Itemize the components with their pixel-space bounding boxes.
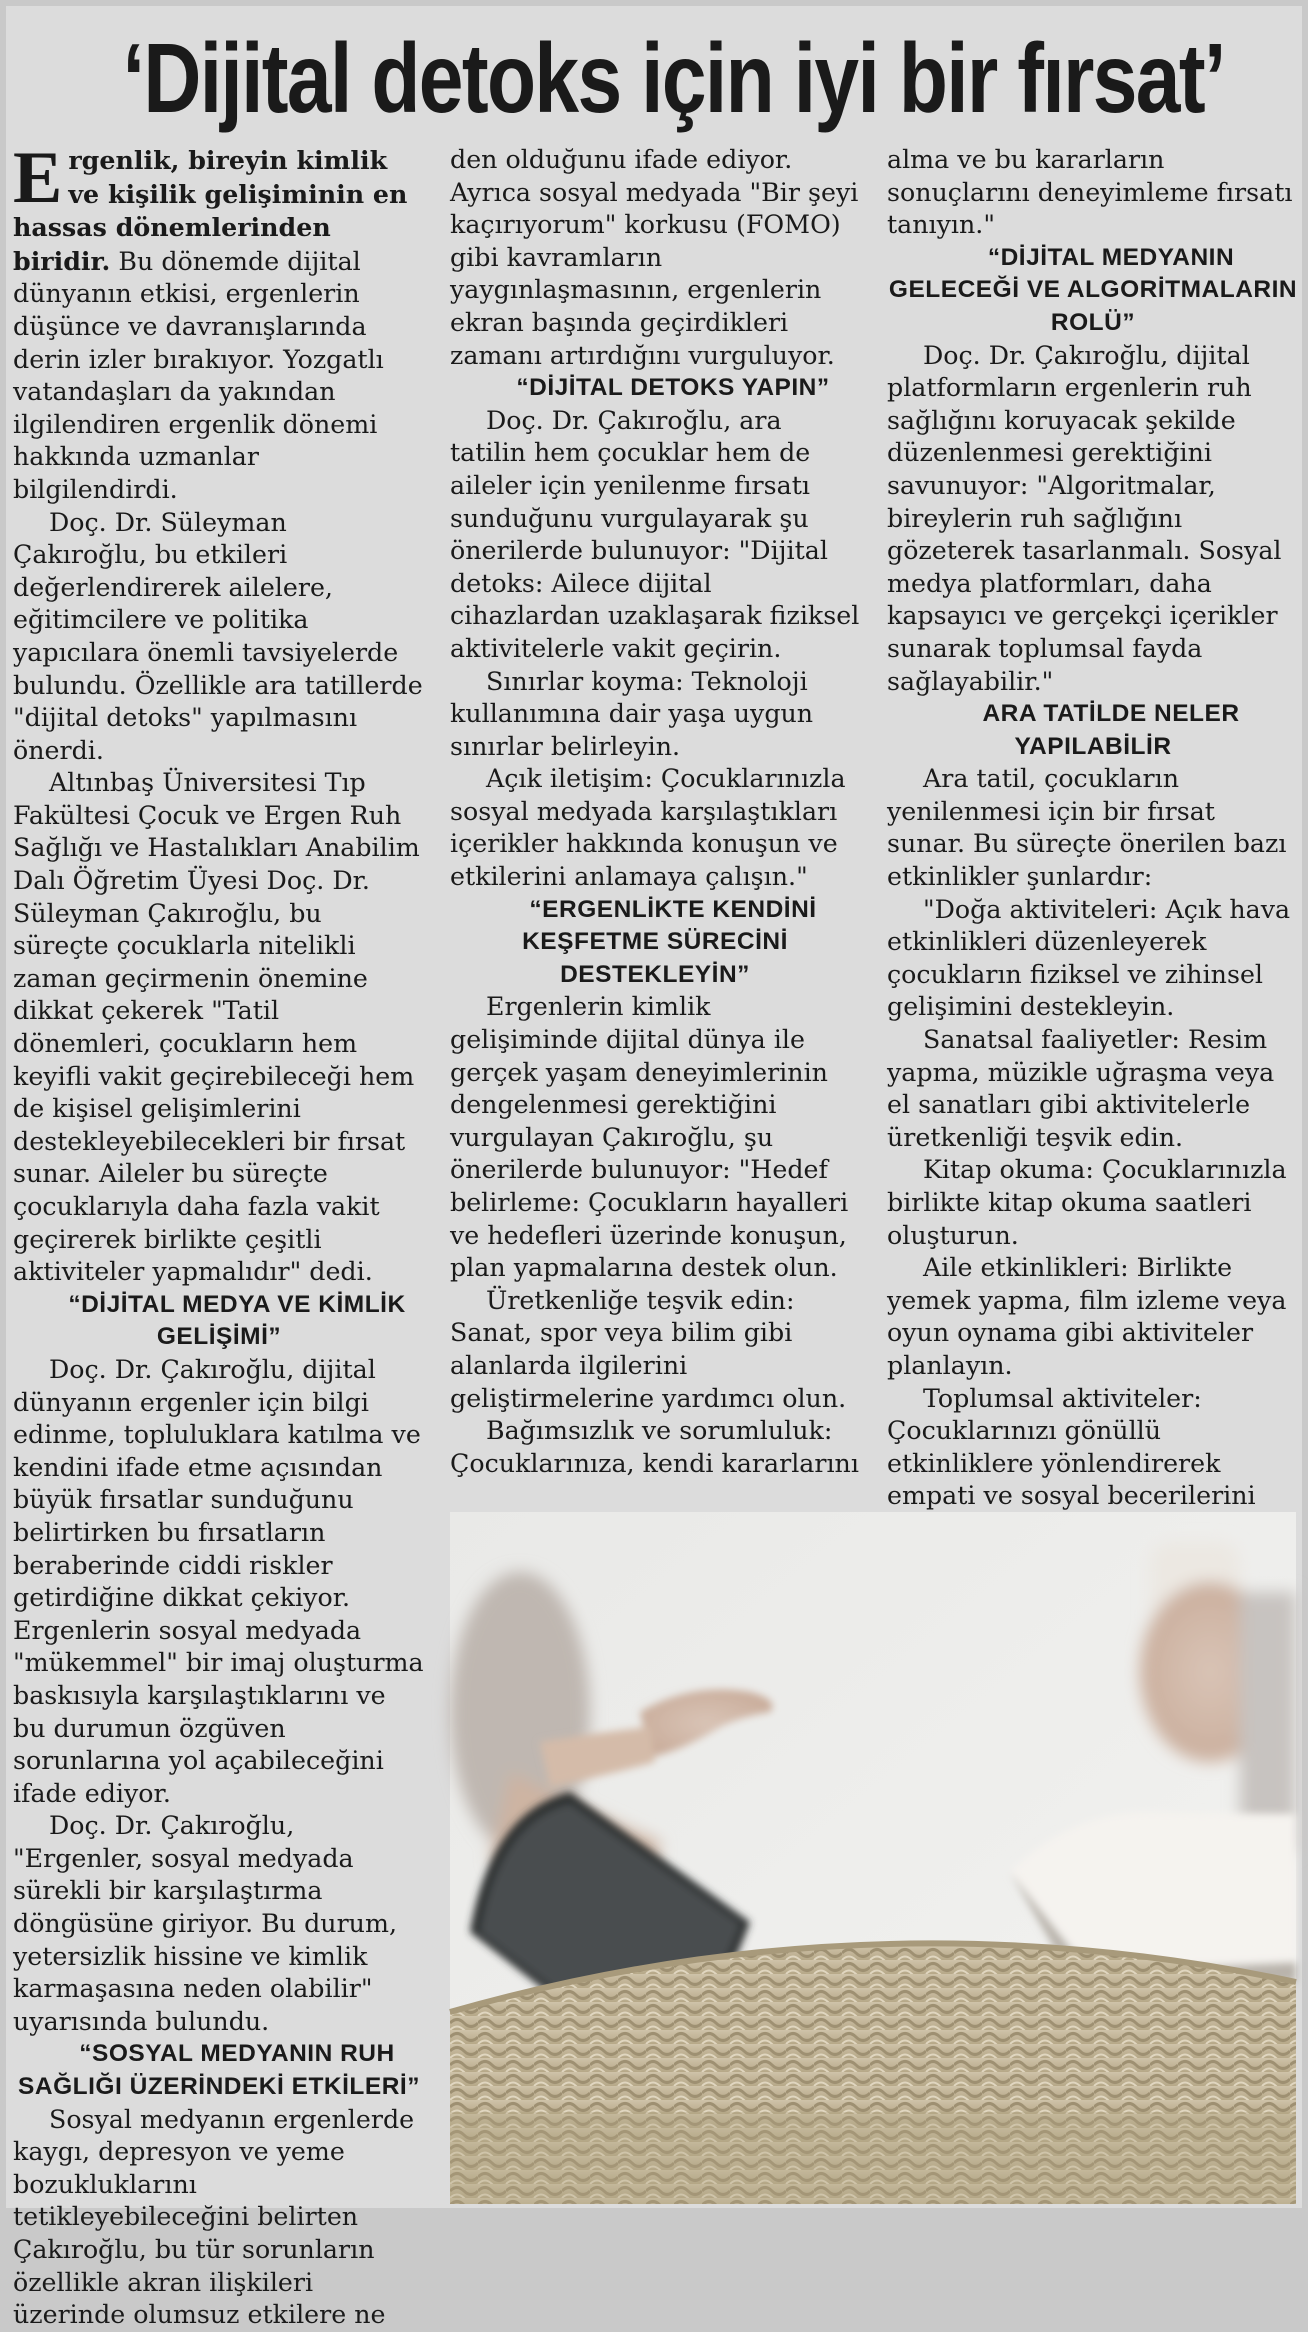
body-paragraph: Açık iletişim: Çocuklarınızla sosyal medyada karşılaştıkları içerikler hakkında konuşun ve etkilerini anlamaya çalışın." — [450, 764, 846, 892]
subheading: “DİJİTAL MEDYANIN GELECEĞİ VE ALGORİTMALARIN ROLÜ” — [888, 243, 1298, 336]
body-paragraph: "Doğa aktiviteleri: Açık hava etkinlikleri düzenleyerek çocukların fiziksel ve zihinsel gelişimini destekleyin. — [887, 894, 1291, 1022]
body-paragraph-continued: alma ve bu kararların sonuçlarını deneyimleme fırsatı tanıyın." — [887, 145, 1293, 240]
drop-cap: E — [13, 137, 63, 219]
article-photo — [450, 1512, 1296, 2204]
body-paragraph: Sosyal medyanın ergenlerde kaygı, depresyon ve yeme bozukluklarını tetikleyebileceğini belirten Çakıroğlu, bu tür sorunların özellikle akran ilişkileri üzerinde olumsuz etkilere ne — [13, 2104, 415, 2330]
body-paragraph: Aile etkinlikleri: Birlikte yemek yapma, film izleme veya oyun oynama gibi aktiviteler planlayın. — [887, 1253, 1287, 1380]
lead-bold-text: rgenlik, bireyin kimlik ve kişilik gelişiminin en hassas dönemlerinden biridir. — [13, 145, 408, 276]
body-paragraph: Üretkenliğe teşvik edin: Sanat, spor veya bilim gibi alanlarda ilgilerini geliştirmelerine yardımcı olun. — [450, 1285, 847, 1413]
body-paragraph: Sınırlar koyma: Teknoloji kullanımına dair yaşa uygun sınırlar belirleyin. — [450, 666, 814, 761]
subheading: ARA TATİLDE NELER YAPILABİLİR — [982, 700, 1240, 760]
lead-paragraph — [13, 137, 425, 507]
body-paragraph: Doç. Dr. Çakıroğlu, "Ergenler, sosyal medyada sürekli bir karşılaştırma döngüsüne giriyor. Bu durum, yetersizlik hissine ve kimlik karmaşasına neden olabilir" uyarısında bulundu. — [13, 1811, 397, 2036]
body-paragraph: Bağımsızlık ve sorumluluk: Çocuklarınıza, kendi kararlarını — [450, 1416, 859, 1478]
newspaper-page — [6, 6, 1302, 2330]
body-paragraph: Doç. Dr. Çakıroğlu, dijital dünyanın ergenler için bilgi edinme, topluluklara katılma ve kendini ifade etme açısından büyük fırsatlar sunduğunu belirtirken bu fırsatların beraberinde ciddi riskler getirdiğine dikkat çekiyor. Ergenlerin sosyal medyada "mükemmel" bir imaj oluşturma baskısıyla karşılaştıklarını ve bu durumun özgüven sorunlarına yol açabileceğini ifade ediyor. — [13, 1354, 424, 1808]
body-paragraph-continued: den olduğunu ifade ediyor. Ayrıca sosyal medyada "Bir şeyi kaçırıyorum" korkusu (FOMO) gibi kavramların yaygınlaşmasının, ergenlerin ekran başında geçirdikleri zamanı artırdığını vurguluyor. — [450, 145, 859, 370]
tablet-basket-photo — [450, 1512, 1296, 2204]
subheading: “DİJİTAL MEDYA VE KİMLİK GELİŞİMİ” — [68, 1290, 406, 1351]
body-paragraph: Doç. Dr. Çakıroğlu, dijital platformların ergenlerin ruh sağlığını koruyacak şekilde düzenlenmesi gerektiğini savunuyor: "Algoritmalar, bireylerin ruh sağlığını gözeterek tasarlanmalı. Sosyal medya platformları, daha kapsayıcı ve gerçekçi içerikler sunarak toplumsal fayda sağlayabilir." — [887, 340, 1282, 696]
lead-text: Bu dönemde dijital dünyanın etkisi, ergenlerin düşünce ve davranışlarında derin izler bırakıyor. Yozgatlı vatandaşları da yakından ilgilendiren ergenlik dönemi hakkında uzmanlar bilgilendirdi. — [13, 246, 384, 504]
body-paragraph: Doç. Dr. Süleyman Çakıroğlu, bu etkileri değerlendirerek ailelere, eğitimcilere ve politika yapıcılara önemli tavsiyelerde bulundu. Özellikle ara tatillerde "dijital detoks" yapılmasını önerdi. — [13, 507, 423, 765]
article-column-3 — [887, 144, 1299, 1511]
body-paragraph: Ara tatil, çocukların yenilenmesi için bir fırsat sunar. Bu süreçte önerilen bazı etkinlikler şunlardır: — [887, 764, 1287, 892]
body-paragraph: Kitap okuma: Çocuklarınızla birlikte kitap okuma saatleri oluşturun. — [887, 1155, 1287, 1250]
subheading: “DİJİTAL DETOKS YAPIN” — [516, 374, 830, 402]
body-paragraph: Doç. Dr. Çakıroğlu, ara tatilin hem çocuklar hem de aileler için yenilenme fırsatı sunduğunu vurgulayarak şu önerilerde bulunuyor: "Dijital detoks: Ailece dijital cihazlardan uzaklaşarak fiziksel aktivitelerle vakit geçirin. — [450, 405, 860, 663]
article-column-1 — [13, 137, 425, 2330]
article-column-2 — [450, 144, 860, 1494]
article-headline: ‘Dijital detoks için iyi bir fırsat’ — [122, 23, 1225, 133]
subheading: “SOSYAL MEDYANIN RUH SAĞLIĞI ÜZERİNDEKİ ETKİLERİ” — [18, 2040, 420, 2101]
body-paragraph: Ergenlerin kimlik gelişiminde dijital dünya ile gerçek yaşam deneyimlerinin dengelenmesi gerektiğini vurgulayan Çakıroğlu, şu önerilerde bulunuyor: "Hedef belirleme: Çocukların hayalleri ve hedefleri üzerinde konuşun, plan yapmalarına destek olun. — [450, 992, 849, 1283]
body-paragraph: Sanatsal faaliyetler: Resim yapma, müzikle uğraşma veya el sanatları gibi aktivitelerle üretkenliği teşvik edin. — [887, 1025, 1275, 1152]
subheading: “ERGENLİKTE KENDİNİ KEŞFETME SÜRECİNİ DESTEKLEYİN” — [522, 895, 817, 988]
closing-text: Toplumsal aktiviteler: Çocuklarınızı gönüllü etkinliklere yönlendirerek empati ve sosyal becerilerini — [887, 1383, 1256, 1511]
body-paragraph: Altınbaş Üniversitesi Tıp Fakültesi Çocuk ve Ergen Ruh Sağlığı ve Hastalıkları Anabilim Dalı Öğretim Üyesi Doç. Dr. Süleyman Çakıroğlu, bu süreçte çocuklarla nitelikli zaman geçirmenin önemine dikkat çekerek "Tatil dönemleri, çocukların hem keyifli vakit geçirebileceği hem de kişisel gelişimlerini destekleyebilecekleri bir fırsat sunar. Aileler bu süreçte çocuklarıyla daha fazla vakit geçirerek birlikte çeşitli aktiviteler yapmalıdır" dedi. — [13, 768, 420, 1287]
